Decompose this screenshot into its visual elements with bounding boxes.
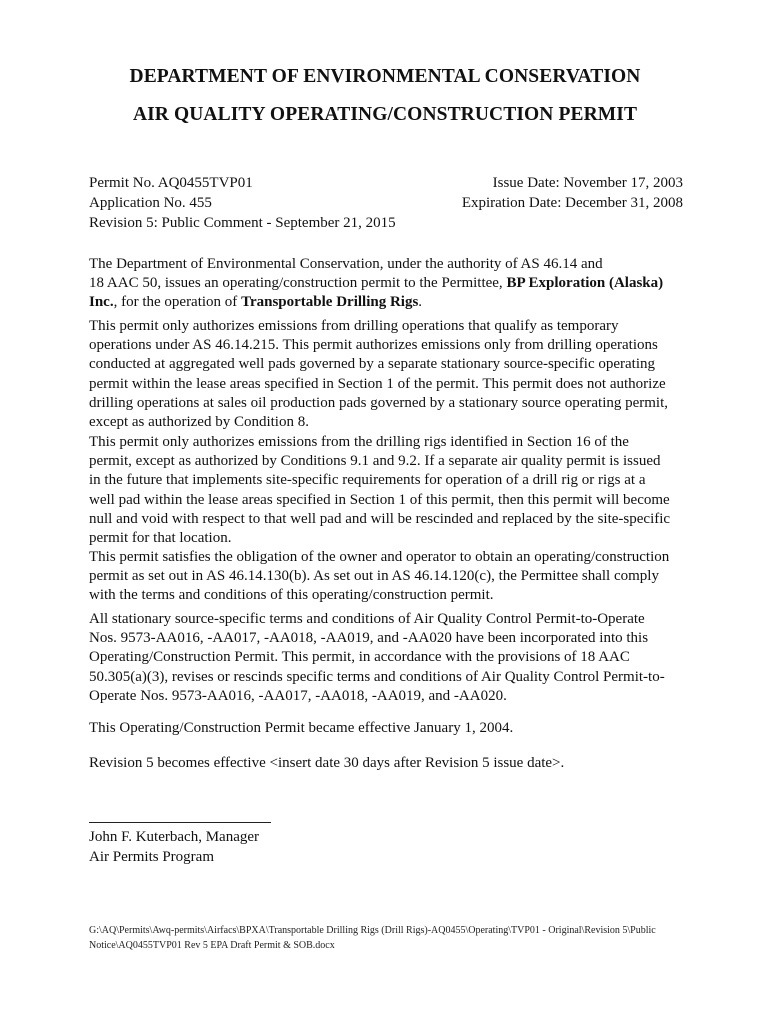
facility-name: Transportable Drilling Rigs	[241, 294, 419, 311]
paragraph-line: Operate Nos. 9573-AA016, -AA017, -AA018, -AA019, and -AA020.	[89, 687, 507, 704]
paragraph-revision-effective	[89, 754, 683, 773]
paragraph-line: permit as set out in AS 46.14.130(b). As set out in AS 46.14.120(c), the Permittee shall comply	[89, 568, 659, 585]
department-title: DEPARTMENT OF ENVIRONMENTAL CONSERVATION	[129, 66, 641, 87]
file-path-line: G:\AQ\Permits\Awq-permits\Airfacs\BPXA\Transportable Drilling Rigs (Drill Rigs)-AQ0455\Operating\TVP01 - Original\Revision 5\Public	[89, 925, 656, 936]
paragraph-line: permit, except as authorized by Conditions 9.1 and 9.2. If a separate air quality permit is issued	[89, 453, 661, 470]
file-path-footer	[89, 923, 689, 953]
paragraph-line: The Department of Environmental Conservation, under the authority of AS 46.14 and	[89, 256, 603, 272]
revision-info: Revision 5: Public Comment - September 21, 2015	[89, 215, 396, 231]
paragraph-line	[89, 274, 683, 293]
signatory-program: Air Permits Program	[89, 848, 214, 865]
permittee-name-part1: BP Exploration (Alaska)	[506, 275, 664, 292]
paragraph-line: This permit only authorizes emissions from drilling operations that qualify as temporary	[89, 318, 619, 334]
permittee-name-part2: Inc.	[89, 294, 114, 311]
paragraph-text: .	[418, 294, 423, 311]
permit-identifiers	[89, 173, 396, 233]
paragraph-line	[89, 293, 683, 312]
paragraph-line: with the terms and conditions of this operating/construction permit.	[89, 587, 494, 604]
issue-date: Issue Date: November 17, 2003	[492, 175, 683, 191]
expiration-date: Expiration Date: December 31, 2008	[461, 195, 683, 211]
paragraph-stationary-source	[89, 610, 683, 706]
permit-title: AIR QUALITY OPERATING/CONSTRUCTION PERMIT	[132, 104, 638, 125]
paragraph-authority	[89, 255, 683, 313]
signature-line	[89, 822, 271, 823]
paragraph-line: Nos. 9573-AA016, -AA017, -AA018, -AA019, and -AA020 have been incorporated into this	[89, 630, 649, 647]
paragraph-line: Operating/Construction Permit. This permit, in accordance with the provisions of 18 AAC	[89, 649, 630, 666]
paragraph-line: except as authorized by Condition 8.	[89, 414, 309, 431]
paragraph-drilling-rigs	[89, 433, 683, 548]
paragraph-line: This Operating/Construction Permit became effective January 1, 2004.	[89, 720, 514, 736]
paragraph-drilling-operations	[89, 317, 683, 432]
signature-block	[89, 828, 259, 867]
signatory-name: John F. Kuterbach, Manager	[89, 829, 260, 845]
paragraph-line: well pad within the lease areas specified in Section 1 of this permit, then this permit will become	[89, 491, 670, 508]
paragraph-effective-date	[89, 719, 683, 738]
paragraph-line: This permit satisfies the obligation of the owner and operator to obtain an operating/construction	[89, 549, 670, 565]
paragraph-line: permit for that location.	[89, 530, 232, 547]
file-path-line: Notice\AQ0455TVP01 Rev 5 EPA Draft Permit & SOB.docx	[89, 940, 335, 951]
paragraph-line: Revision 5 becomes effective <insert date 30 days after Revision 5 issue date>.	[89, 755, 565, 771]
paragraph-line: permit within the lease areas specified in Section 1 of the permit. This permit does not authorize	[89, 375, 666, 392]
paragraph-line: This permit only authorizes emissions from the drilling rigs identified in Section 16 of the	[89, 434, 629, 450]
application-number: Application No. 455	[89, 195, 212, 211]
paragraph-line: drilling operations at sales oil production pads governed by a stationary source operating permit,	[89, 394, 669, 411]
paragraph-line: operations under AS 46.14.215. This permit authorizes emissions only from drilling operations	[89, 337, 658, 354]
paragraph-line: 50.305(a)(3), revises or rescinds specific terms and conditions of Air Quality Control Permit-to-	[89, 668, 665, 685]
paragraph-line: in the future that implements site-specific requirements for operation of a drill rig or rigs at a	[89, 472, 646, 489]
paragraph-line: All stationary source-specific terms and conditions of Air Quality Control Permit-to-Operate	[89, 611, 645, 627]
permit-dates	[462, 173, 683, 213]
paragraph-line: conducted at aggregated well pads governed by a separate stationary source-specific operating	[89, 356, 656, 373]
paragraph-text: , for the operation of	[113, 294, 242, 311]
paragraph-line: null and void with respect to that well pad and will be rescinded and replaced by the site-specific	[89, 510, 671, 527]
paragraph-obligation	[89, 548, 683, 606]
permit-number: Permit No. AQ0455TVP01	[89, 175, 253, 191]
paragraph-text: 18 AAC 50, issues an operating/construction permit to the Permittee,	[89, 275, 507, 292]
